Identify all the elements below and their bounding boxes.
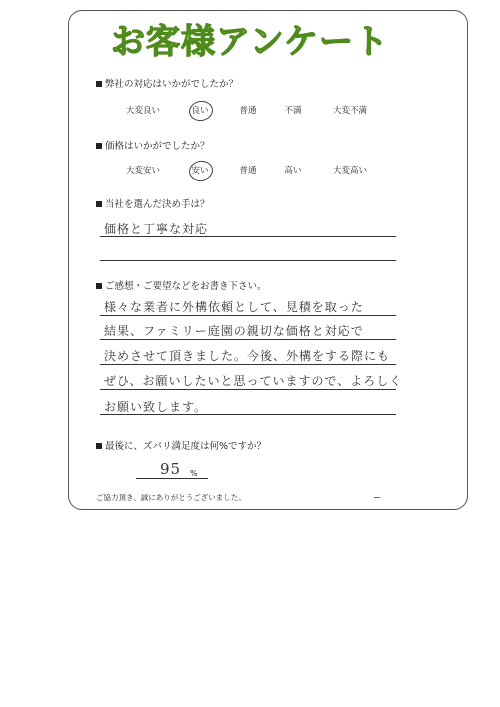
question-service-label: 弊社の対応はいかがでしたか？ (105, 79, 239, 90)
answer-line (100, 315, 396, 316)
price-option-4[interactable]: 高い (284, 166, 302, 176)
survey-title: お客様アンケート (111, 22, 389, 62)
question-reason (96, 196, 210, 210)
bullet-square-icon (96, 201, 102, 207)
answer-line (100, 260, 396, 261)
question-reason-label: 当社を選んだ決め手は？ (105, 199, 210, 210)
answer-line (136, 478, 208, 479)
service-option-5[interactable]: 大変不満 (332, 106, 368, 116)
service-option-1[interactable]: 大変良い (125, 106, 161, 116)
question-price (96, 138, 210, 152)
question-satisfaction-label: 最後に、ズバリ満足度は何%ですか？ (105, 441, 267, 452)
answer-line (100, 364, 396, 365)
thank-you-note: ご協力頂き、誠にありがとうございました。 (96, 493, 246, 502)
question-comments-label: ご感想・ご要望などをお書き下さい。 (105, 281, 267, 292)
price-options (0, 164, 500, 178)
comment-line-3[interactable]: 決めさせて頂きました。今後、外構をする際にも (104, 349, 391, 363)
answer-line (100, 236, 396, 237)
bullet-square-icon (96, 443, 102, 449)
comment-line-1[interactable]: 様々な業者に外構依頼として、見積を取った (104, 300, 364, 314)
service-option-3[interactable]: 普通 (239, 106, 257, 116)
percent-unit: % (190, 469, 198, 478)
service-option-4[interactable]: 不満 (284, 106, 302, 116)
reason-answer[interactable]: 価格と丁寧な対応 (104, 222, 209, 236)
price-option-1[interactable]: 大変安い (125, 166, 161, 176)
bullet-square-icon (96, 283, 102, 289)
question-comments (96, 278, 267, 292)
question-price-label: 価格はいかがでしたか？ (105, 141, 210, 152)
question-satisfaction (96, 438, 266, 452)
question-service (96, 76, 238, 90)
comment-line-4[interactable]: ぜひ、お願いしたいと思っていますので、よろしく (104, 374, 403, 388)
bullet-square-icon (96, 81, 102, 87)
service-option-2[interactable]: 良い (191, 106, 209, 116)
answer-line (100, 339, 396, 340)
service-options (0, 104, 500, 118)
footer-dash (374, 497, 380, 498)
price-option-3[interactable]: 普通 (239, 166, 257, 176)
comment-line-5[interactable]: お願い致します。 (104, 400, 208, 414)
answer-line (100, 389, 396, 390)
satisfaction-value[interactable]: 95 (160, 460, 182, 478)
price-option-5[interactable]: 大変高い (332, 166, 368, 176)
answer-line (100, 414, 396, 415)
comment-line-2[interactable]: 結果、ファミリー庭園の親切な価格と対応で (104, 324, 364, 338)
bullet-square-icon (96, 143, 102, 149)
price-option-2[interactable]: 安い (191, 166, 209, 176)
